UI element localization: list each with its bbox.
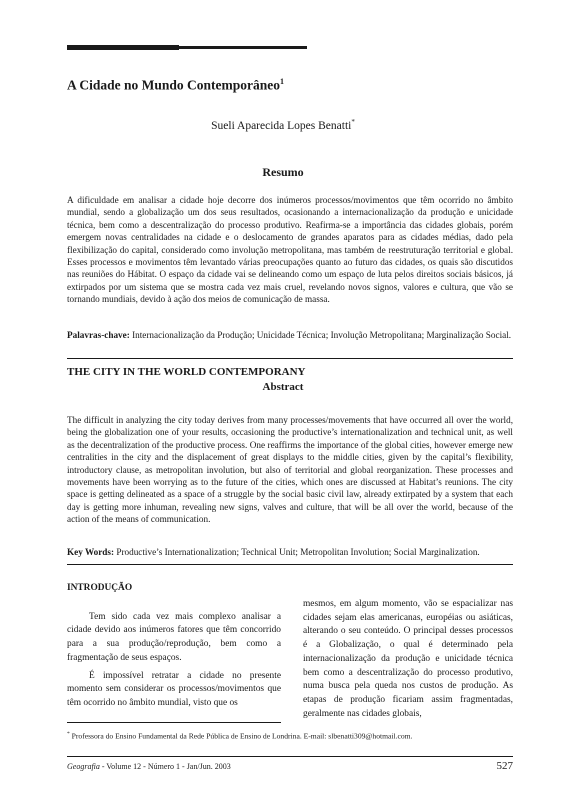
intro-paragraph-1: Tem sido cada vez mais complexo analisar a cidade devido aos inúmeros fatores que têm concorrido para a sua produção/reprodução, bem como a fragmentação de seus espaços. (67, 611, 281, 663)
intro-paragraph-2: É impossível retratar a cidade no presente momento sem considerar os processos/movimentos que têm ocorrido no âmbito mundial, visto que os (67, 670, 281, 708)
issue-info: - Volume 12 - Número 1 - Jan/Jun. 2003 (99, 762, 231, 771)
article-title (67, 77, 284, 94)
body-column-right (303, 598, 513, 721)
abstract-text: The difficult in analyzing the city today derives from many processes/movements that have occurred all over the world, being the globalization one of your results, occasioning the productive’s internationalization and technical unit, as well as the decentralization of the productive process. One reaffirms the importance of the global cities, however emerge new centralities in the city and the displacement of great displays to the middle cities, given by the capital’s flexibility, introductory clause, as metropolitan involution, but also of territorial and global reorganization. These processes and movements have been worrying as to the future of the cities, which ones are discussed at Habitat’s reunions. The city space is getting delineated as a space of a struggle by the social basic civil law, already extirpated by a system that each day is getting more inhuman, revealing new signs, valves and culture, that will be all over the world, because of the action of the means of communication. (67, 415, 513, 525)
abstract-heading: Abstract (262, 381, 304, 393)
author-footnote-mark: * (351, 118, 355, 126)
right-column-paragraph: mesmos, em algum momento, vão se espacializar nas cidades sejam elas americanas, européias ou asiáticas, alterando o seu conteúdo. O principal desses processos é a Globalização, o qual é determinado pela internacionalização da produção e unicidade técnica bem como a descentralização do processo produtivo, numa busca pela queda nos custos de produção. As etapas de produção ficariam assim fragmentadas, geralmente nas cidades globais, (303, 599, 513, 719)
journal-name: Geografia (67, 762, 100, 771)
resumo-text: A dificuldade em analisar a cidade hoje decorre dos inúmeros processos/movimentos que têm ocorrido no âmbito mundial, sendo a globalização um dos seus resultados, ocasionando a internacionalização da produção e unicidade técnica, bem como a descentralização do processo produtivo. Reafirma-se a importância das cidades globais, porém emergem novas centralidades na cidade e o deslocamento de grandes aparatos para as cidades médias, dado pela flexibilização do capital, considerado como involução metropolitana, mas também de reestruturação territorial e global. Esses processos e movimentos têm levantado várias preocupações quanto ao futuro das cidades, os quais são discutidos nas reuniões do Hábitat. O espaço da cidade vai se delineando como um espaço de luta pelos direitos sociais básicos, já extirpados por um sistema que se mostra cada vez mais cruel, revelando novos signos, valores e cultura, que vão se tornando mundiais, devido à ação dos meios de comunicação de massa. (67, 195, 513, 305)
body-column-left (67, 582, 281, 715)
keywords-pt (67, 329, 513, 341)
running-footer (67, 762, 231, 771)
title-footnote-mark: 1 (280, 77, 285, 86)
resumo-heading: Resumo (262, 165, 304, 179)
footnote-rule (67, 722, 281, 723)
title-text: A Cidade no Mundo Contemporâneo (67, 77, 281, 93)
english-title: THE CITY IN THE WORLD CONTEMPORANY (67, 366, 306, 378)
introduction-heading: INTRODUÇÃO (67, 583, 133, 593)
section-divider-bottom (67, 564, 513, 565)
footnote (67, 731, 413, 741)
header-rule-accent (67, 45, 179, 50)
page-number: 527 (496, 760, 513, 772)
keywords-pt-label: Palavras-chave: (67, 330, 130, 340)
keywords-en (67, 546, 513, 558)
footer-rule (67, 756, 513, 757)
header-rule (67, 46, 307, 49)
keywords-pt-list: Internacionalização da Produção; Unicidade Técnica; Involução Metropolitana; Marginalização Social. (129, 330, 512, 340)
author-name: Sueli Aparecida Lopes Benatti (211, 119, 352, 132)
section-divider-top (67, 358, 513, 359)
footnote-text: Professora do Ensino Fundamental da Rede Pública de Ensino de Londrina. E-mail: slbenatti309@hotmail.com. (69, 731, 413, 741)
footnote-mark: * (67, 731, 70, 737)
keywords-en-label: Key Words: (67, 547, 115, 557)
keywords-en-list: Productive’s Internationalization; Technical Unit; Metropolitan Involution; Social Marginalization. (114, 547, 480, 557)
author-line (0, 118, 566, 132)
